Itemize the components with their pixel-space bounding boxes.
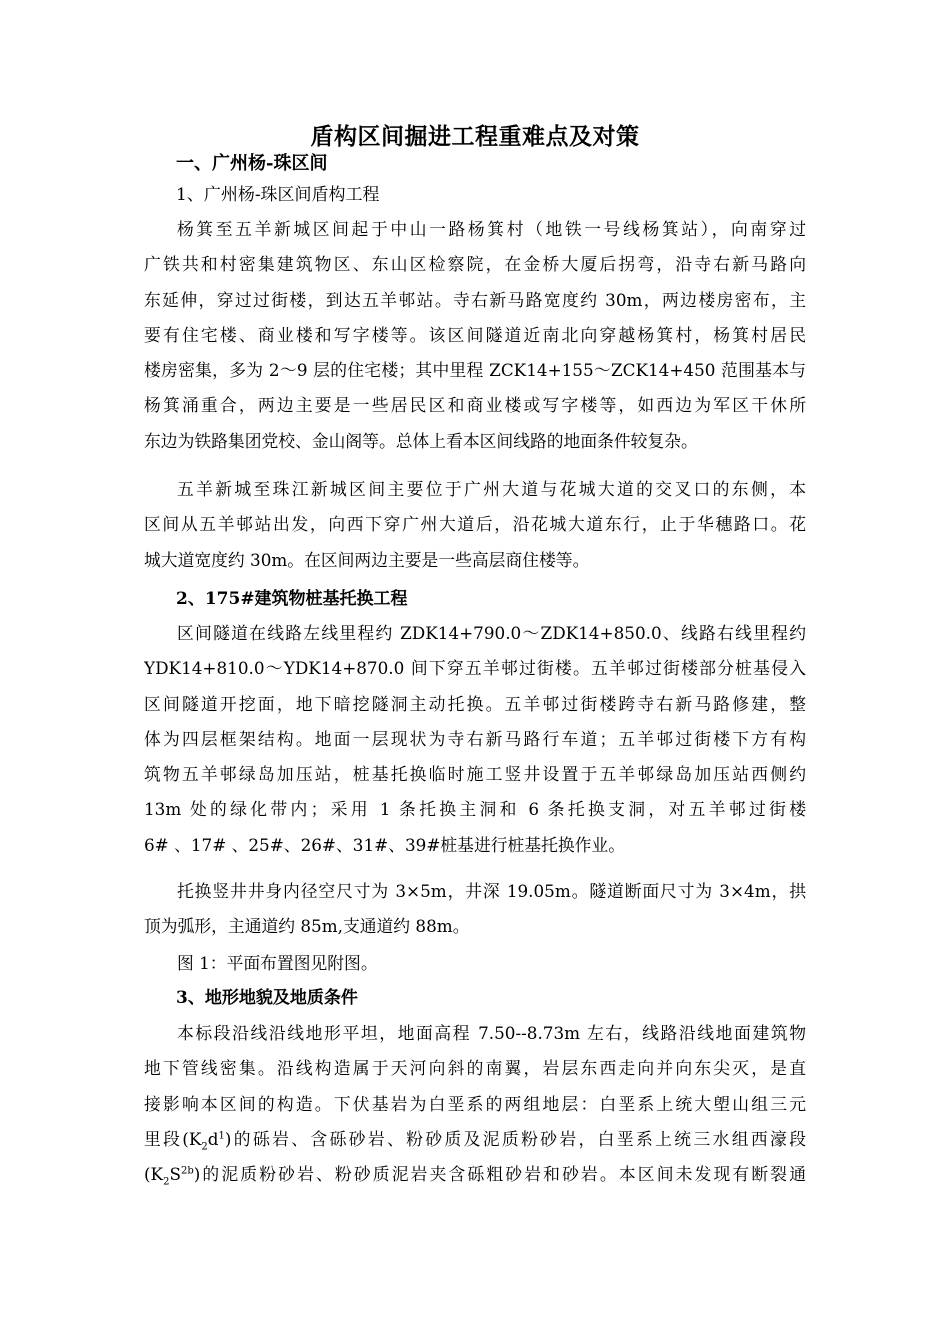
text-fragment: )的砾岩、含砾砂岩、粉砂质及泥质粉砂岩，白垩系上统三水组西濠段 (224, 1128, 806, 1149)
paragraph-line: 接影响本区间的构造。下伏基岩为白垩系的两组地层：白垩系上统大塱山组三元 (144, 1093, 806, 1114)
paragraph-line: 区间隧道在线路左线里程约 ZDK14+790.0～ZDK14+850.0、线路右线里程约 (177, 623, 806, 643)
paragraph-line-formula (144, 1122, 806, 1157)
paragraph-line: 顶为弧形，主通道约 85m,支通道约 88m。 (144, 916, 470, 937)
paragraph-line: 杨箕至五羊新城区间起于中山一路杨箕村（地铁一号线杨箕站），向南穿过 (177, 219, 806, 239)
paragraph-line: 楼房密集，多为 2～9 层的住宅楼；其中里程 ZCK14+155～ZCK14+450 范围基本与 (144, 360, 806, 381)
paragraph-line: 杨箕涌重合，两边主要是一些居民区和商业楼或写字楼等，如西边为军区干休所 (144, 395, 806, 416)
paragraph-1 (144, 212, 806, 459)
paragraph-line: 13m 处的绿化带内；采用 1 条托换主洞和 6 条托换支洞，对五羊邨过街楼 (144, 799, 806, 820)
paragraph-2 (144, 472, 806, 578)
paragraph-line: 托换竖井井身内径空尺寸为 3×5m，井深 19.05m。隧道断面尺寸为 3×4m，拱 (177, 881, 806, 901)
paragraph-line: 6# 、17# 、25#、26#、31#、39#桩基进行桩基托换作业。 (144, 834, 625, 855)
paragraph-line: 体为四层框架结构。地面一层现状为寺右新马路行车道；五羊邨过街楼下方有构 (144, 728, 806, 749)
subsection-heading-1: 1、广州杨-珠区间盾构工程 (176, 185, 380, 205)
text-fragment: S (169, 1164, 181, 1185)
paragraph-line: 要有住宅楼、商业楼和写字楼等。该区间隧道近南北向穿越杨箕村，杨箕村居民 (144, 324, 806, 345)
paragraph-line: 东边为铁路集团党校、金山阁等。总体上看本区间线路的地面条件较复杂。 (144, 430, 698, 451)
paragraph-line: 区间从五羊邨站出发，向西下穿广州大道后，沿花城大道东行，止于华穗路口。花 (144, 514, 806, 535)
paragraph-line: 东延伸，穿过过街楼，到达五羊邨站。寺右新马路宽度约 30m，两边楼房密布，主 (144, 289, 806, 310)
subscript: 2 (201, 1141, 208, 1153)
text-fragment: 里段(K (144, 1128, 202, 1149)
document-title: 盾构区间掘进工程重难点及对策 (310, 123, 640, 150)
paragraph-line: YDK14+810.0～YDK14+870.0 间下穿五羊邨过街楼。五羊邨过街楼部分桩基侵入 (144, 658, 806, 679)
text-fragment: )的泥质粉砂岩、粉砂质泥岩夹含砾粗砂岩和砂岩。本区间未发现有断裂通 (193, 1164, 806, 1185)
paragraph-line: 城大道宽度约 30m。在区间两边主要是一些高层商住楼等。 (144, 549, 590, 570)
paragraph-line: 广铁共和村密集建筑物区、东山区检察院，在金桥大厦后拐弯，沿寺右新马路向 (144, 254, 806, 275)
text-fragment: (K (144, 1164, 164, 1185)
subsection-heading-3: 3、地形地貌及地质条件 (176, 988, 358, 1008)
section-heading-1: 一、广州杨-珠区间 (176, 153, 328, 174)
subscript: 2 (163, 1176, 170, 1188)
text-fragment: d (207, 1128, 219, 1149)
figure-note: 图 1：平面布置图见附图。 (177, 953, 378, 973)
subsection-heading-2: 2、175#建筑物桩基托换工程 (176, 589, 408, 609)
paragraph-5 (144, 1016, 806, 1192)
paragraph-line: 筑物五羊邨绿岛加压站，桩基托换临时施工竖井设置于五羊邨绿岛加压站西侧约 (144, 764, 806, 785)
paragraph-line-formula (144, 1157, 806, 1192)
paragraph-4 (144, 874, 806, 945)
paragraph-line: 区间隧道开挖面，地下暗挖隧洞主动托换。五羊邨过街楼跨寺右新马路修建，整 (144, 693, 806, 714)
paragraph-line: 五羊新城至珠江新城区间主要位于广州大道与花城大道的交叉口的东侧，本 (177, 479, 806, 499)
paragraph-3 (144, 616, 806, 863)
paragraph-line: 地下管线密集。沿线构造属于天河向斜的南翼，岩层东西走向并向东尖灭，是直 (144, 1058, 806, 1079)
superscript: 2b (180, 1165, 194, 1177)
paragraph-line: 本标段沿线沿线地形平坦，地面高程 7.50--8.73m 左右，线路沿线地面建筑物 (177, 1023, 806, 1043)
superscript: 1 (218, 1130, 225, 1142)
